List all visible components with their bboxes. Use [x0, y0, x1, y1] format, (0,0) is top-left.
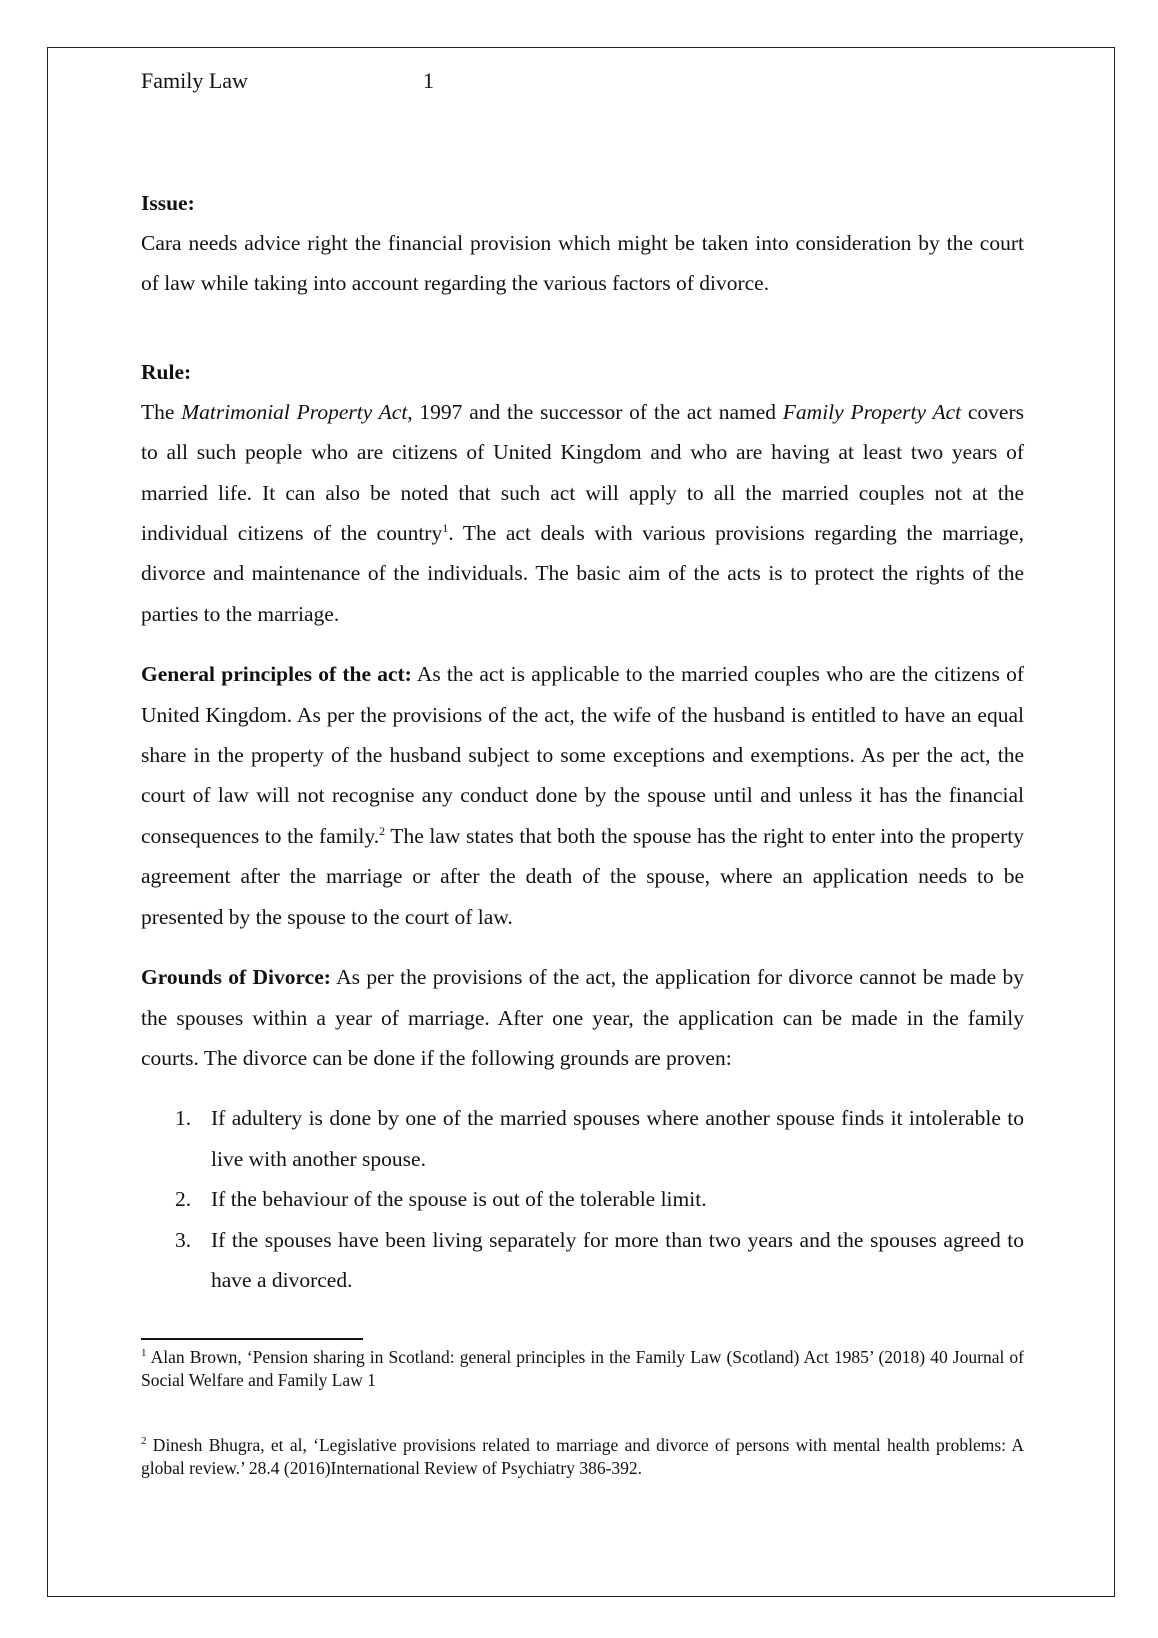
principles-label: General principles of the act:: [141, 662, 412, 687]
act-name-family-property: Family Property Act: [782, 399, 962, 424]
page-header: [141, 68, 434, 94]
grounds-list: [141, 1098, 1024, 1300]
footnote-ref-1[interactable]: 1: [442, 520, 449, 535]
footnote-ref-2[interactable]: 2: [379, 823, 386, 838]
document-body: [141, 183, 1024, 1300]
list-item: 3. If the spouses have been living separately for more than two years and the spouses agreed to have a divorced.: [175, 1227, 1024, 1292]
issue-heading: Issue:: [141, 191, 195, 215]
grounds-label: Grounds of Divorce:: [141, 965, 331, 990]
rule-paragraph: The Matrimonial Property Act, 1997 and the successor of the act named Family Property Act covers to all such people who are citizens of United Kingdom and who are having at least two years of married life. It can also be noted that such act will apply to all the married couples not at the individual citizens of the country$^1$. The act deals with various provisions regarding the marriage, divorce and maintenance of the individuals. The basic aim of the acts is to protect the rights of the parties to the marriage.: [141, 399, 1024, 626]
footnote-2: $^2$ Dinesh Bhugra, et al, ‘Legislative provisions related to marriage and divorce of persons with mental health problems: A global review.’ 28.4 (2016)International Review of Psychiatry 386-392.: [141, 1435, 1024, 1478]
issue-paragraph: Cara needs advice right the financial provision which might be taken into consideration by the court of law while taking into account regarding the various factors of divorce.: [141, 231, 1024, 296]
list-item: 2. If the behaviour of the spouse is out of the tolerable limit.: [175, 1187, 707, 1212]
page-number: 1: [423, 68, 434, 93]
list-item: 1. If adultery is done by one of the married spouses where another spouse finds it intolerable to live with another spouse.: [175, 1106, 1024, 1171]
principles-paragraph: General principles of the act: As the act is applicable to the married couples who are the citizens of United Kingdom. As per the provisions of the act, the wife of the husband is entitled to have an equal share in the property of the husband subject to some exceptions and exemptions. As per the act, the court of law will not recognise any conduct done by the spouse until and unless it has the financial consequences to the family.$^2$ The law states that both the spouse has the right to enter into the property agreement after the marriage or after the death of the spouse, where an application needs to be presented by the spouse to the court of law.: [141, 662, 1024, 929]
footnotes: [141, 1338, 1024, 1480]
grounds-paragraph: Grounds of Divorce: As per the provisions of the act, the application for divorce cannot be made by the spouses within a year of marriage. After one year, the application can be made in the family courts. The divorce can be done if the following grounds are proven:: [141, 965, 1024, 1070]
header-title: Family Law: [141, 68, 248, 93]
act-name-matrimonial: Matrimonial Property Act: [181, 399, 408, 424]
rule-heading: Rule:: [141, 359, 192, 384]
footnote-1: $^1$ Alan Brown, ‘Pension sharing in Scotland: general principles in the Family Law (Scotland) Act 1985’ (2018) 40 Journal of Social Welfare and Family Law 1: [141, 1347, 1024, 1390]
